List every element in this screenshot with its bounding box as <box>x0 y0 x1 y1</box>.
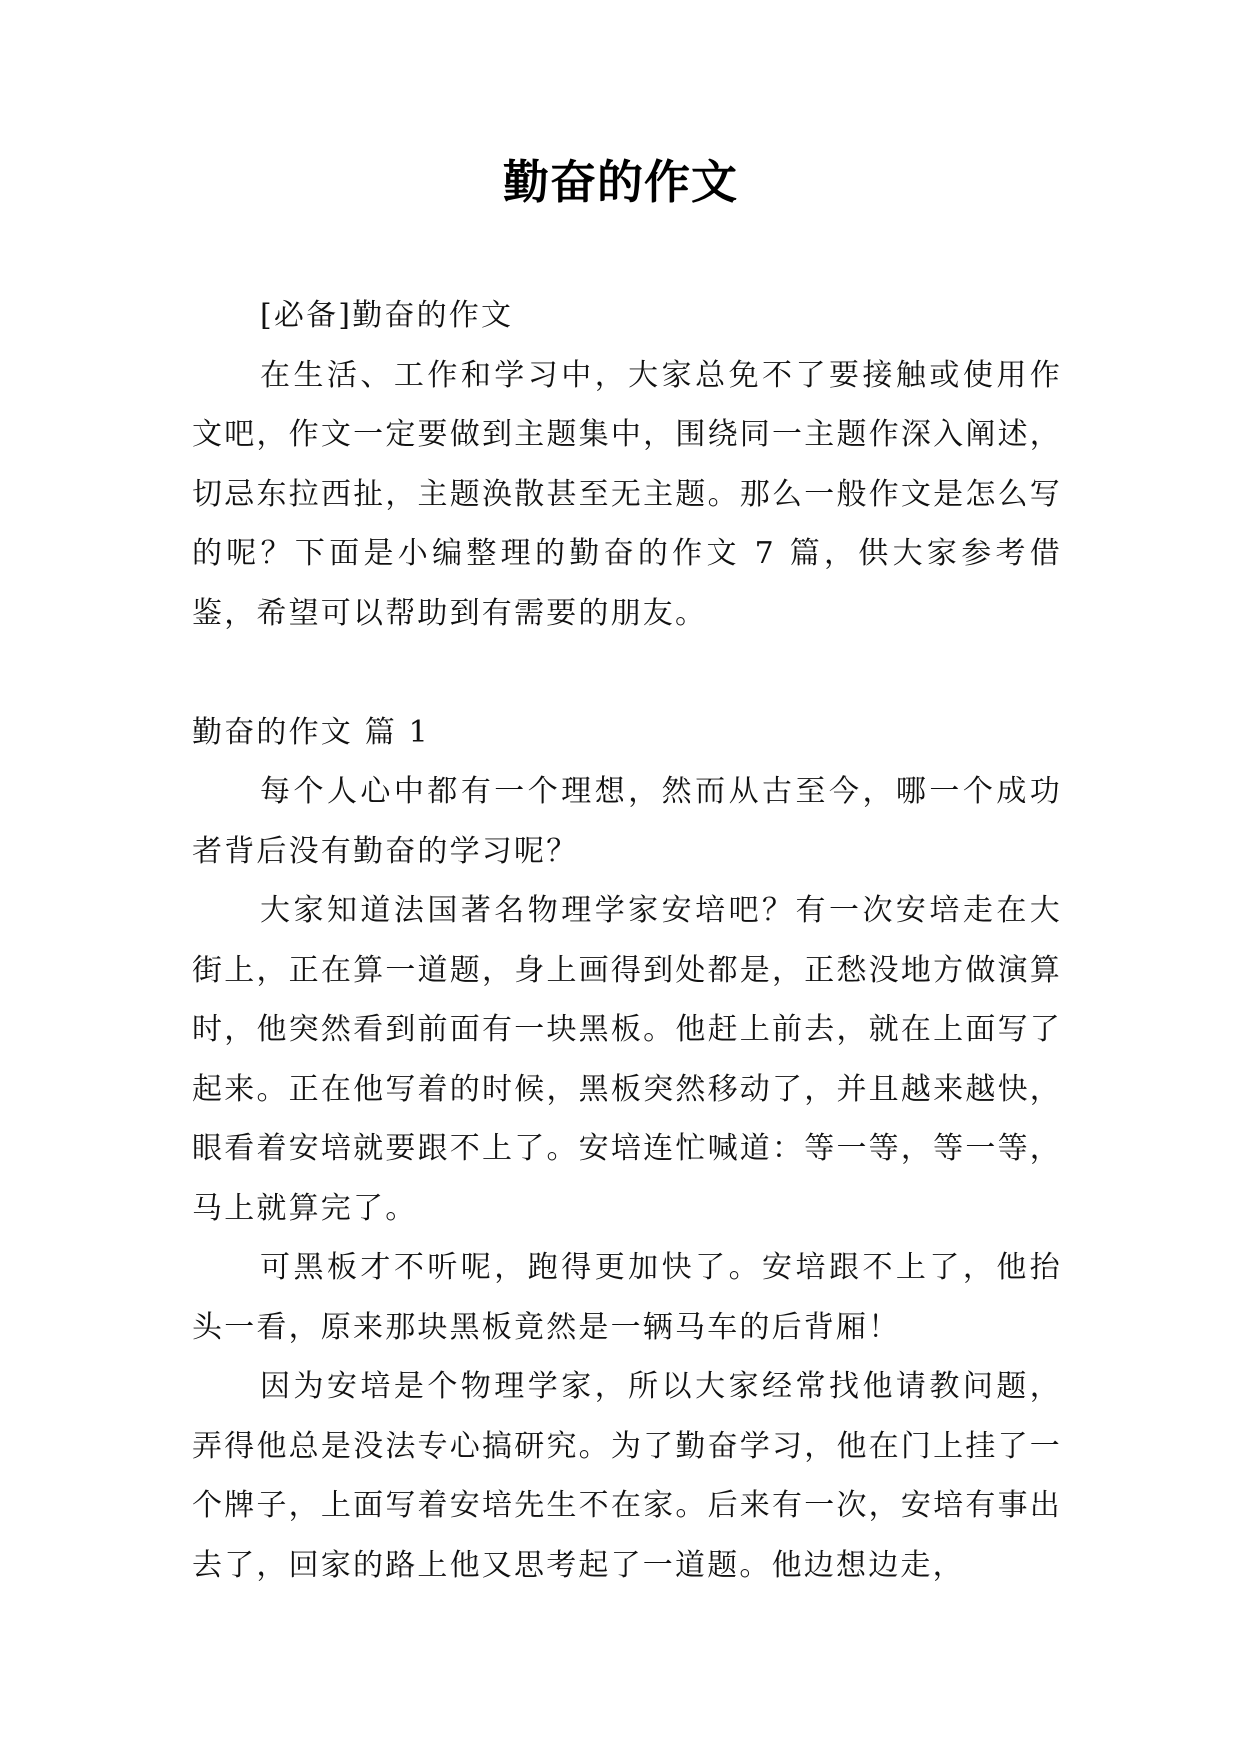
body-paragraph: 每个人心中都有一个理想，然而从古至今，哪一个成功者背后没有勤奋的学习呢？ <box>192 774 1062 869</box>
document-body <box>192 286 1062 1595</box>
document-title: 勤奋的作文 <box>503 155 738 209</box>
body-paragraph: 大家知道法国著名物理学家安培吧？有一次安培走在大街上，正在算一道题，身上画得到处都是，正愁没地方做演算时，他突然看到前面有一块黑板。他赶上前去，就在上面写了起来。正在他写着的时候，黑板突然移动了，并且越来越快，眼看着安培就要跟不上了。安培连忙喊道：等一等，等一等，马上就算完了。 <box>192 893 1062 1226</box>
document-subtitle: [必备]勤奋的作文 <box>260 298 514 333</box>
intro-paragraph: 在生活、工作和学习中，大家总免不了要接触或使用作文吧，作文一定要做到主题集中，围绕同一主题作深入阐述，切忌东拉西扯，主题涣散甚至无主题。那么一般作文是怎么写的呢？下面是小编整理的勤奋的作文 7 篇，供大家参考借鉴，希望可以帮助到有需要的朋友。 <box>192 357 1062 631</box>
body-paragraph: 因为安培是个物理学家，所以大家经常找他请教问题，弄得他总是没法专心搞研究。为了勤奋学习，他在门上挂了一个牌子，上面写着安培先生不在家。后来有一次，安培有事出去了，回家的路上他又思考起了一道题。他边想边走， <box>192 1369 1062 1583</box>
body-paragraph: 可黑板才不听呢，跑得更加快了。安培跟不上了，他抬头一看，原来那块黑板竟然是一辆马车的后背厢！ <box>192 1250 1062 1345</box>
section-heading: 勤奋的作文 篇 1 <box>192 714 430 750</box>
